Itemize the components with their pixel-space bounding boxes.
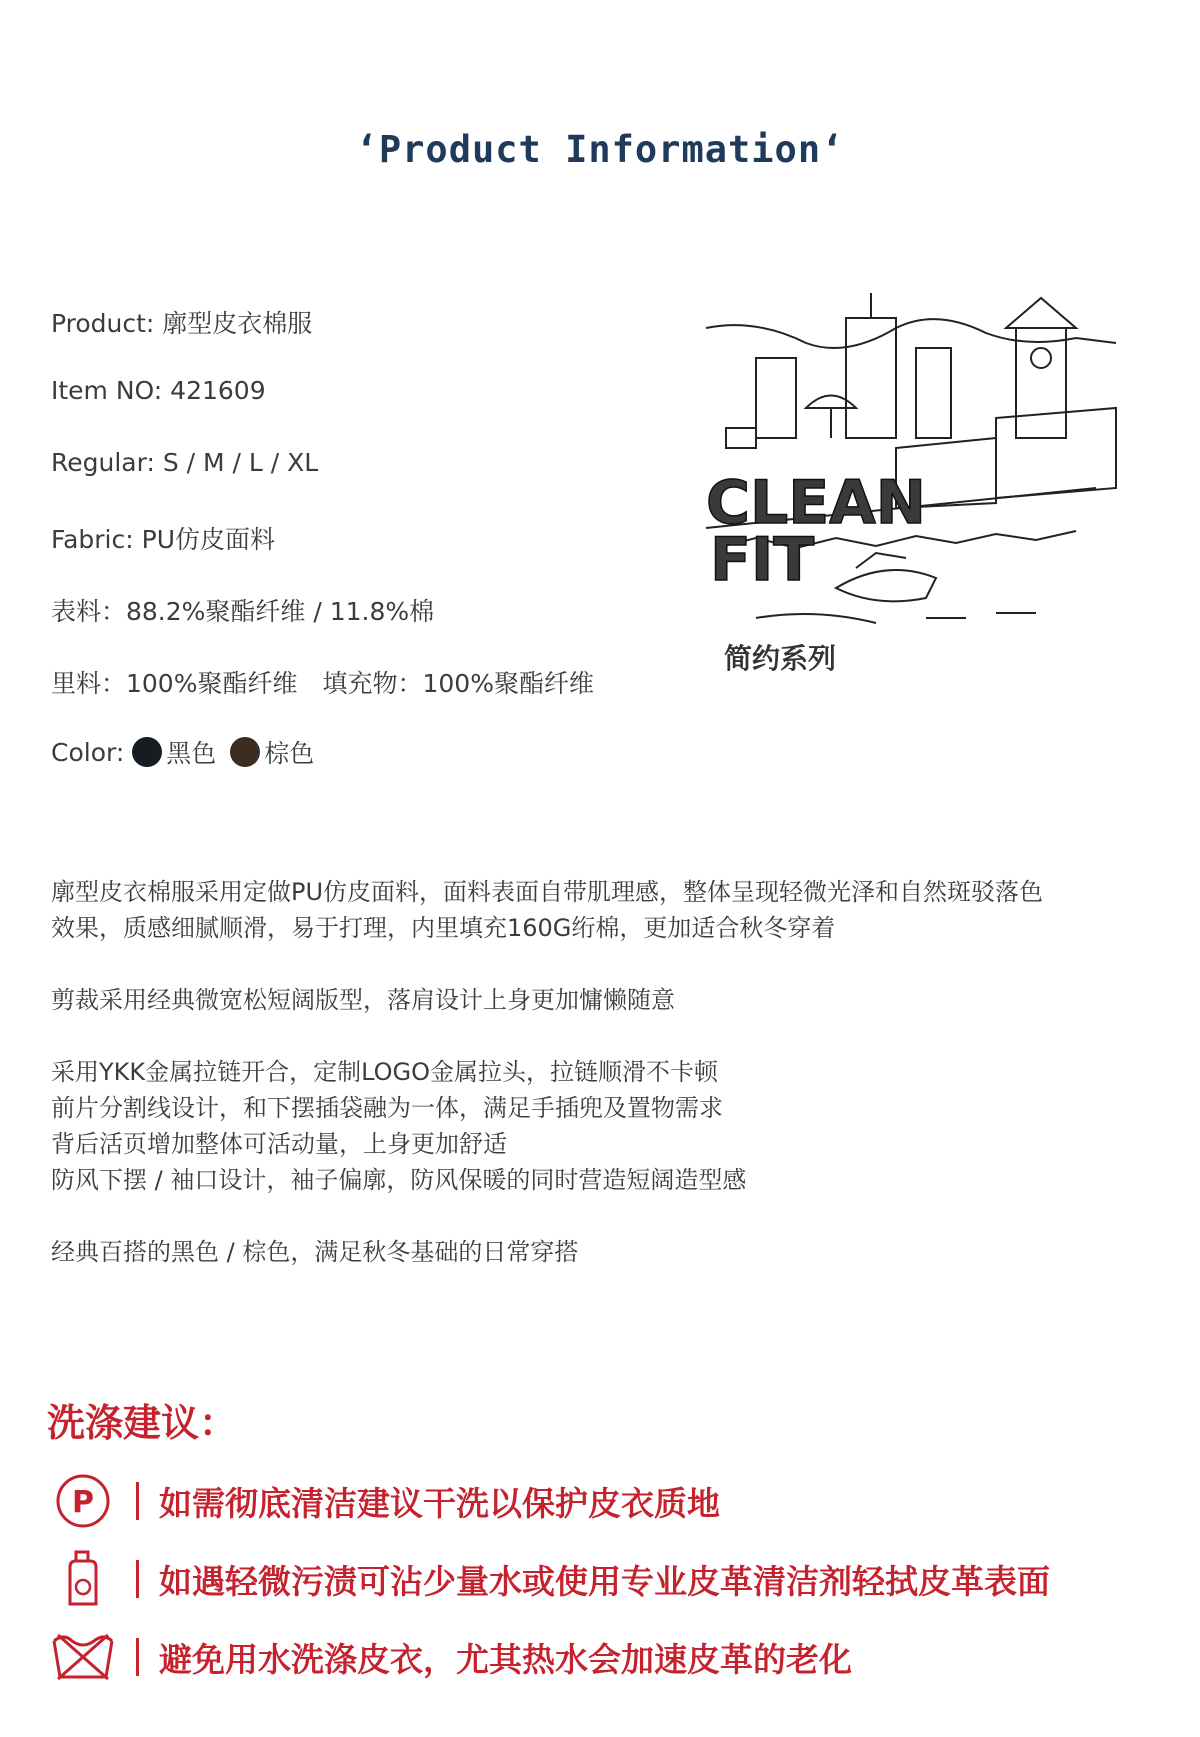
spec-product: Product: 廓型皮衣棉服 <box>51 309 313 338</box>
wash-item-spot-clean <box>50 1546 1050 1612</box>
spec-shell-material: 表料：88.2%聚酯纤维 / 11.8%棉 <box>51 597 435 626</box>
page-title: ‘Product Information‘ <box>355 128 845 171</box>
wash-text-no-water: 避免用水洗涤皮衣，尤其热水会加速皮革的老化 <box>159 1639 852 1679</box>
black-color-swatch <box>132 737 162 767</box>
color-label: Color: <box>51 737 125 767</box>
clean-fit-line1: CLEAN <box>706 468 926 538</box>
description-paragraph-3: 采用YKK金属拉链开合，定制LOGO金属拉头，拉链顺滑不卡顿 前片分割线设计，和下摆插袋融为一体，满足手插兜及置物需求 背后活页增加整体可活动量，上身更加舒适 防风下摆 / 袖口设计，袖子偏廓，防风保暖的同时营造短阔造型感 <box>51 1058 747 1194</box>
spec-color-row <box>51 734 314 770</box>
spec-lining-filling: 里料：100%聚酯纤维 填充物：100%聚酯纤维 <box>51 669 594 698</box>
description-paragraph-1: 廓型皮衣棉服采用定做PU仿皮面料，面料表面自带肌理感，整体呈现轻微光泽和自然斑驳落色 效果，质感细腻顺滑，易于打理，内里填充160G绗棉，更加适合秋冬穿着 <box>51 878 1044 942</box>
wash-item-no-water-wash <box>50 1624 852 1690</box>
detergent-bottle-icon <box>50 1546 116 1612</box>
svg-text:P: P <box>72 1485 94 1520</box>
do-not-wash-icon <box>50 1624 116 1690</box>
wash-text-dry-clean: 如需彻底清洁建议干洗以保护皮衣质地 <box>159 1483 720 1523</box>
spec-regular-sizes: Regular: S / M / L / XL <box>51 448 319 477</box>
clean-fit-line2: FIT <box>710 525 815 595</box>
spec-fabric: Fabric: PU仿皮面料 <box>51 525 275 554</box>
color-brown-label: 棕色 <box>264 739 315 768</box>
description-paragraph-2: 剪裁采用经典微宽松短阔版型，落肩设计上身更加慵懒随意 <box>51 986 675 1014</box>
wash-text-spot-clean: 如遇轻微污渍可沾少量水或使用专业皮革清洁剂轻拭皮革表面 <box>159 1561 1050 1601</box>
washing-advice-title: 洗涤建议： <box>47 1401 238 1445</box>
color-black-label: 黑色 <box>166 739 217 768</box>
divider <box>136 1560 139 1598</box>
divider <box>136 1638 139 1676</box>
spec-item-no: Item NO: 421609 <box>51 376 266 405</box>
clean-fit-city-illustration <box>696 288 1146 688</box>
description-paragraph-4: 经典百搭的黑色 / 棕色，满足秋冬基础的日常穿搭 <box>51 1238 579 1266</box>
wash-item-dry-clean <box>50 1468 720 1534</box>
divider <box>136 1482 139 1520</box>
brown-color-swatch <box>230 737 260 767</box>
series-caption: 简约系列 <box>724 642 837 675</box>
dry-clean-p-icon <box>50 1468 116 1534</box>
